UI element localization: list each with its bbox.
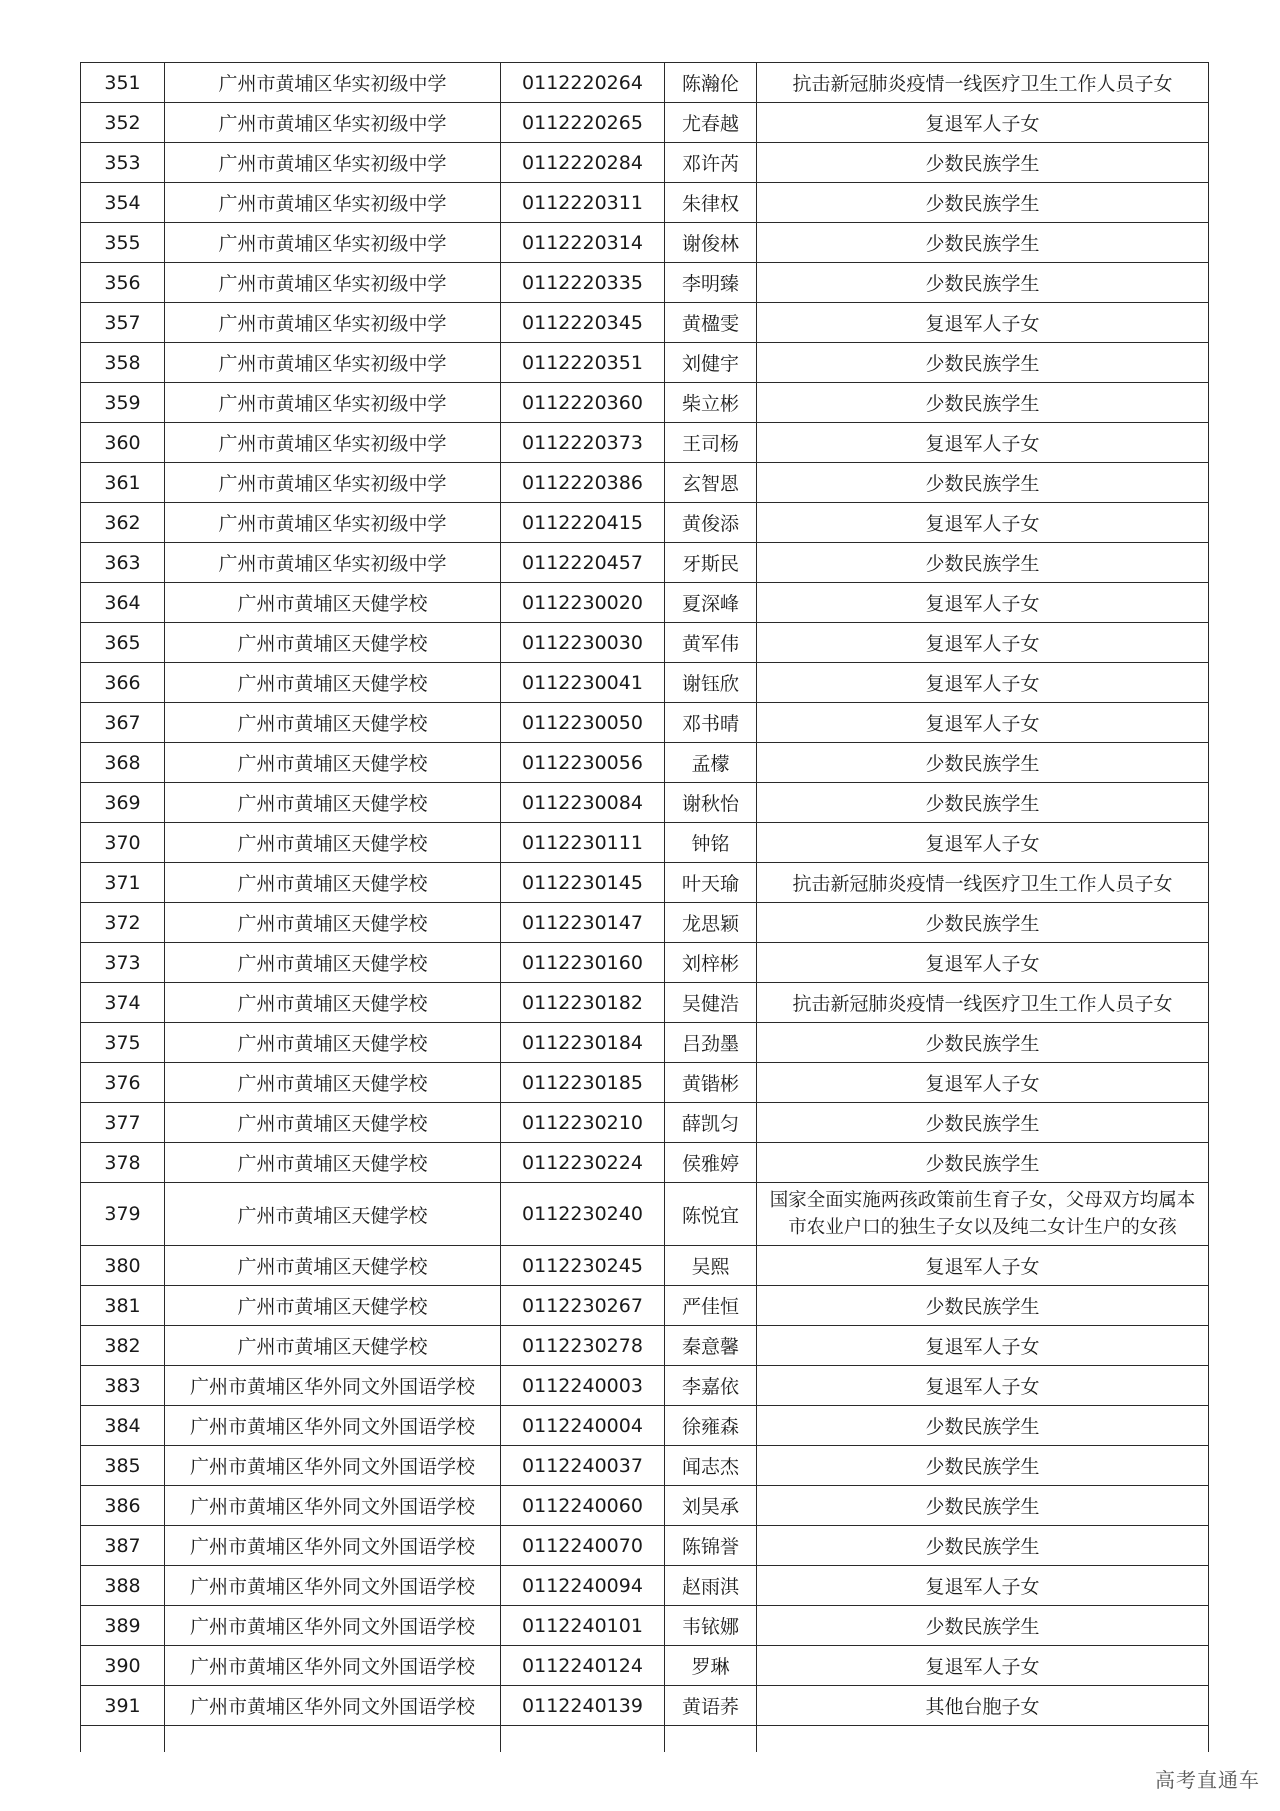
category-cell: 少数民族学生 [757,1103,1209,1143]
student-id-cell: 0112230041 [501,663,665,703]
school-cell: 广州市黄埔区天健学校 [165,1183,501,1246]
student-id-cell: 0112230224 [501,1143,665,1183]
student-id-cell: 0112230184 [501,1023,665,1063]
table-row [81,1446,1209,1486]
category-cell: 复退军人子女 [757,703,1209,743]
student-name-cell: 谢俊林 [665,223,757,263]
student-name-cell: 钟铭 [665,823,757,863]
table-row [81,743,1209,783]
student-name-cell: 刘昊承 [665,1486,757,1526]
table-row [81,1183,1209,1246]
table-row [81,303,1209,343]
student-id-cell: 0112220284 [501,143,665,183]
student-name-cell: 吴健浩 [665,983,757,1023]
student-name-cell: 王司杨 [665,423,757,463]
student-id-cell: 0112220360 [501,383,665,423]
student-id-cell: 0112220265 [501,103,665,143]
empty-cell [81,1726,165,1753]
school-cell: 广州市黄埔区天健学校 [165,1326,501,1366]
table-row [81,663,1209,703]
category-cell: 少数民族学生 [757,1446,1209,1486]
school-cell: 广州市黄埔区华外同文外国语学校 [165,1686,501,1726]
table-row [81,703,1209,743]
empty-cell [501,1726,665,1753]
student-name-cell: 玄智恩 [665,463,757,503]
serial-cell: 387 [81,1526,165,1566]
school-cell: 广州市黄埔区华实初级中学 [165,303,501,343]
serial-cell: 366 [81,663,165,703]
school-cell: 广州市黄埔区华实初级中学 [165,383,501,423]
table-row [81,183,1209,223]
empty-cell [665,1726,757,1753]
serial-cell: 371 [81,863,165,903]
table-row [81,343,1209,383]
student-id-cell: 0112240139 [501,1686,665,1726]
student-name-cell: 刘健宇 [665,343,757,383]
student-id-cell: 0112230030 [501,623,665,663]
category-cell: 抗击新冠肺炎疫情一线医疗卫生工作人员子女 [757,863,1209,903]
table-row [81,1023,1209,1063]
serial-cell: 377 [81,1103,165,1143]
category-cell: 复退军人子女 [757,1366,1209,1406]
category-cell: 国家全面实施两孩政策前生育子女，父母双方均属本市农业户口的独生子女以及纯二女计生户的女孩 [757,1183,1209,1246]
student-id-cell: 0112230182 [501,983,665,1023]
student-name-cell: 陈锦誉 [665,1526,757,1566]
student-name-cell: 闻志杰 [665,1446,757,1486]
school-cell: 广州市黄埔区天健学校 [165,743,501,783]
student-id-cell: 0112240004 [501,1406,665,1446]
student-id-cell: 0112220386 [501,463,665,503]
table-row [81,383,1209,423]
category-cell: 少数民族学生 [757,183,1209,223]
category-cell: 复退军人子女 [757,1646,1209,1686]
table-row [81,1366,1209,1406]
school-cell: 广州市黄埔区天健学校 [165,943,501,983]
student-id-cell: 0112240070 [501,1526,665,1566]
category-cell: 复退军人子女 [757,623,1209,663]
category-cell: 少数民族学生 [757,1486,1209,1526]
school-cell: 广州市黄埔区华实初级中学 [165,63,501,103]
student-name-cell: 黄语荞 [665,1686,757,1726]
student-name-cell: 赵雨淇 [665,1566,757,1606]
table-row [81,823,1209,863]
student-id-cell: 0112220264 [501,63,665,103]
category-cell: 少数民族学生 [757,263,1209,303]
table-row [81,1246,1209,1286]
table-row [81,1063,1209,1103]
student-name-cell: 秦意馨 [665,1326,757,1366]
school-cell: 广州市黄埔区华实初级中学 [165,223,501,263]
student-name-cell: 徐雍森 [665,1406,757,1446]
serial-cell: 363 [81,543,165,583]
student-name-cell: 夏深峰 [665,583,757,623]
category-cell: 少数民族学生 [757,383,1209,423]
category-cell: 少数民族学生 [757,1286,1209,1326]
student-name-cell: 朱律权 [665,183,757,223]
serial-cell: 372 [81,903,165,943]
school-cell: 广州市黄埔区华外同文外国语学校 [165,1646,501,1686]
serial-cell: 373 [81,943,165,983]
student-name-cell: 陈瀚伦 [665,63,757,103]
student-id-cell: 0112230185 [501,1063,665,1103]
serial-cell: 368 [81,743,165,783]
student-id-cell: 0112230278 [501,1326,665,1366]
student-id-cell: 0112240003 [501,1366,665,1406]
student-name-cell: 罗琳 [665,1646,757,1686]
student-id-cell: 0112240060 [501,1486,665,1526]
table-row [81,943,1209,983]
table-row [81,1103,1209,1143]
student-name-cell: 李嘉依 [665,1366,757,1406]
school-cell: 广州市黄埔区华外同文外国语学校 [165,1606,501,1646]
school-cell: 广州市黄埔区天健学校 [165,1023,501,1063]
category-cell: 复退军人子女 [757,503,1209,543]
student-id-cell: 0112230084 [501,783,665,823]
student-id-cell: 0112240124 [501,1646,665,1686]
category-cell: 抗击新冠肺炎疫情一线医疗卫生工作人员子女 [757,983,1209,1023]
student-id-cell: 0112230210 [501,1103,665,1143]
student-name-cell: 薛凯匀 [665,1103,757,1143]
table-row [81,903,1209,943]
student-id-cell: 0112240037 [501,1446,665,1486]
school-cell: 广州市黄埔区华实初级中学 [165,343,501,383]
student-name-cell: 韦铱娜 [665,1606,757,1646]
category-cell: 其他台胞子女 [757,1686,1209,1726]
school-cell: 广州市黄埔区华实初级中学 [165,503,501,543]
student-name-cell: 邓许芮 [665,143,757,183]
student-name-cell: 谢钰欣 [665,663,757,703]
student-name-cell: 邓书晴 [665,703,757,743]
category-cell: 少数民族学生 [757,1023,1209,1063]
roster-body [81,63,1209,1753]
student-name-cell: 李明臻 [665,263,757,303]
table-row [81,503,1209,543]
table-row [81,463,1209,503]
student-id-cell: 0112230267 [501,1286,665,1326]
category-cell: 复退军人子女 [757,663,1209,703]
student-id-cell: 0112220314 [501,223,665,263]
serial-cell: 360 [81,423,165,463]
serial-cell: 391 [81,1686,165,1726]
serial-cell: 382 [81,1326,165,1366]
category-cell: 复退军人子女 [757,303,1209,343]
table-row [81,1526,1209,1566]
student-name-cell: 严佳恒 [665,1286,757,1326]
student-name-cell: 牙斯民 [665,543,757,583]
serial-cell: 364 [81,583,165,623]
student-id-cell: 0112220351 [501,343,665,383]
serial-cell: 358 [81,343,165,383]
serial-cell: 374 [81,983,165,1023]
student-id-cell: 0112230147 [501,903,665,943]
serial-cell: 379 [81,1183,165,1246]
school-cell: 广州市黄埔区华实初级中学 [165,183,501,223]
student-name-cell: 谢秋怡 [665,783,757,823]
school-cell: 广州市黄埔区天健学校 [165,903,501,943]
table-row [81,103,1209,143]
serial-cell: 369 [81,783,165,823]
student-id-cell: 0112230160 [501,943,665,983]
school-cell: 广州市黄埔区天健学校 [165,1063,501,1103]
serial-cell: 378 [81,1143,165,1183]
serial-cell: 386 [81,1486,165,1526]
category-cell: 少数民族学生 [757,783,1209,823]
school-cell: 广州市黄埔区天健学校 [165,1286,501,1326]
serial-cell: 361 [81,463,165,503]
school-cell: 广州市黄埔区华外同文外国语学校 [165,1366,501,1406]
table-row [81,1686,1209,1726]
table-row [81,223,1209,263]
category-cell: 少数民族学生 [757,1526,1209,1566]
serial-cell: 375 [81,1023,165,1063]
category-cell: 少数民族学生 [757,223,1209,263]
school-cell: 广州市黄埔区华实初级中学 [165,463,501,503]
serial-cell: 352 [81,103,165,143]
student-name-cell: 黄锴彬 [665,1063,757,1103]
serial-cell: 359 [81,383,165,423]
school-cell: 广州市黄埔区天健学校 [165,983,501,1023]
student-name-cell: 尤春越 [665,103,757,143]
school-cell: 广州市黄埔区华外同文外国语学校 [165,1566,501,1606]
serial-cell: 356 [81,263,165,303]
category-cell: 少数民族学生 [757,1606,1209,1646]
serial-cell: 385 [81,1446,165,1486]
student-name-cell: 吕劲墨 [665,1023,757,1063]
serial-cell: 389 [81,1606,165,1646]
category-cell: 复退军人子女 [757,583,1209,623]
student-id-cell: 0112230056 [501,743,665,783]
school-cell: 广州市黄埔区华实初级中学 [165,103,501,143]
serial-cell: 370 [81,823,165,863]
table-row [81,623,1209,663]
student-name-cell: 黄军伟 [665,623,757,663]
table-row [81,1486,1209,1526]
school-cell: 广州市黄埔区天健学校 [165,863,501,903]
serial-cell: 353 [81,143,165,183]
student-id-cell: 0112230240 [501,1183,665,1246]
watermark-text: 高考直通车 [1155,1768,1260,1792]
empty-cell [757,1726,1209,1753]
table-row [81,1646,1209,1686]
serial-cell: 351 [81,63,165,103]
school-cell: 广州市黄埔区华外同文外国语学校 [165,1446,501,1486]
serial-cell: 357 [81,303,165,343]
student-id-cell: 0112230145 [501,863,665,903]
school-cell: 广州市黄埔区天健学校 [165,663,501,703]
category-cell: 复退军人子女 [757,823,1209,863]
serial-cell: 380 [81,1246,165,1286]
student-name-cell: 叶天瑜 [665,863,757,903]
school-cell: 广州市黄埔区华外同文外国语学校 [165,1526,501,1566]
student-id-cell: 0112220311 [501,183,665,223]
school-cell: 广州市黄埔区天健学校 [165,783,501,823]
student-id-cell: 0112220373 [501,423,665,463]
student-name-cell: 刘梓彬 [665,943,757,983]
category-cell: 少数民族学生 [757,903,1209,943]
category-cell: 复退军人子女 [757,1063,1209,1103]
school-cell: 广州市黄埔区华外同文外国语学校 [165,1406,501,1446]
serial-cell: 388 [81,1566,165,1606]
student-id-cell: 0112230245 [501,1246,665,1286]
serial-cell: 355 [81,223,165,263]
table-row [81,1406,1209,1446]
student-id-cell: 0112230050 [501,703,665,743]
table-continuation-row [81,1726,1209,1753]
serial-cell: 354 [81,183,165,223]
category-cell: 少数民族学生 [757,343,1209,383]
serial-cell: 390 [81,1646,165,1686]
serial-cell: 384 [81,1406,165,1446]
empty-cell [165,1726,501,1753]
category-cell: 复退军人子女 [757,943,1209,983]
student-id-cell: 0112220415 [501,503,665,543]
student-id-cell: 0112230111 [501,823,665,863]
table-row [81,863,1209,903]
table-row [81,1143,1209,1183]
table-row [81,423,1209,463]
category-cell: 少数民族学生 [757,1406,1209,1446]
student-id-cell: 0112240101 [501,1606,665,1646]
serial-cell: 362 [81,503,165,543]
table-row [81,583,1209,623]
table-row [81,143,1209,183]
table-row [81,1606,1209,1646]
student-id-cell: 0112220345 [501,303,665,343]
serial-cell: 376 [81,1063,165,1103]
table-row [81,1566,1209,1606]
student-name-cell: 吴熙 [665,1246,757,1286]
category-cell: 复退军人子女 [757,103,1209,143]
table-row [81,543,1209,583]
school-cell: 广州市黄埔区天健学校 [165,1103,501,1143]
serial-cell: 381 [81,1286,165,1326]
roster-page [80,62,1208,1752]
table-row [81,1286,1209,1326]
student-id-cell: 0112220335 [501,263,665,303]
school-cell: 广州市黄埔区天健学校 [165,1143,501,1183]
category-cell: 少数民族学生 [757,743,1209,783]
student-id-cell: 0112240094 [501,1566,665,1606]
serial-cell: 383 [81,1366,165,1406]
student-name-cell: 黄俊添 [665,503,757,543]
school-cell: 广州市黄埔区华实初级中学 [165,263,501,303]
category-cell: 复退军人子女 [757,1566,1209,1606]
student-roster-table [80,62,1209,1752]
school-cell: 广州市黄埔区天健学校 [165,703,501,743]
category-cell: 复退军人子女 [757,423,1209,463]
table-row [81,983,1209,1023]
school-cell: 广州市黄埔区天健学校 [165,1246,501,1286]
student-name-cell: 柴立彬 [665,383,757,423]
category-cell: 少数民族学生 [757,143,1209,183]
serial-cell: 365 [81,623,165,663]
school-cell: 广州市黄埔区华外同文外国语学校 [165,1486,501,1526]
table-row [81,263,1209,303]
school-cell: 广州市黄埔区华实初级中学 [165,423,501,463]
student-name-cell: 孟檬 [665,743,757,783]
student-name-cell: 龙思颖 [665,903,757,943]
category-cell: 少数民族学生 [757,463,1209,503]
category-cell: 复退军人子女 [757,1246,1209,1286]
student-id-cell: 0112230020 [501,583,665,623]
school-cell: 广州市黄埔区华实初级中学 [165,543,501,583]
school-cell: 广州市黄埔区天健学校 [165,623,501,663]
student-name-cell: 黄楹雯 [665,303,757,343]
table-row [81,63,1209,103]
table-row [81,783,1209,823]
school-cell: 广州市黄埔区华实初级中学 [165,143,501,183]
student-id-cell: 0112220457 [501,543,665,583]
category-cell: 复退军人子女 [757,1326,1209,1366]
student-name-cell: 侯雅婷 [665,1143,757,1183]
serial-cell: 367 [81,703,165,743]
student-name-cell: 陈悦宜 [665,1183,757,1246]
table-row [81,1326,1209,1366]
school-cell: 广州市黄埔区天健学校 [165,823,501,863]
category-cell: 少数民族学生 [757,543,1209,583]
category-cell: 少数民族学生 [757,1143,1209,1183]
school-cell: 广州市黄埔区天健学校 [165,583,501,623]
category-cell: 抗击新冠肺炎疫情一线医疗卫生工作人员子女 [757,63,1209,103]
